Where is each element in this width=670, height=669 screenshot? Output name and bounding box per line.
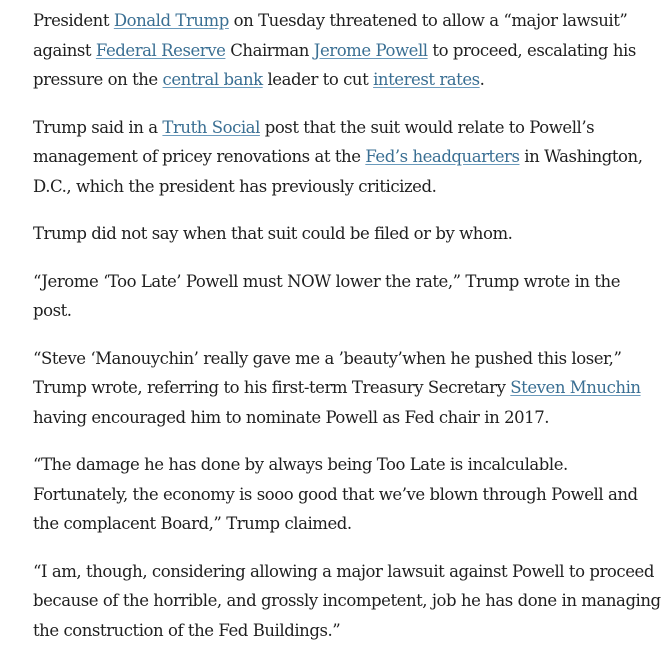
paragraph-text: in Washington, D.C., which the president has previously criticized. — [33, 147, 643, 196]
paragraph-text: on Tuesday threatened to allow a “major lawsuit” against — [33, 11, 628, 60]
article-paragraph — [33, 557, 663, 646]
inline-link[interactable]: Truth Social — [162, 117, 260, 137]
inline-link[interactable]: Donald Trump — [113, 11, 229, 30]
article-paragraph — [33, 450, 663, 539]
paragraph-text: “Steve ‘Manouychin’ really gave me a ’beauty’when he pushed this loser,” Trump wrote, referring to his first-term Treasury Secretary — [33, 348, 622, 397]
paragraph-text: “I am, though, considering allowing a major lawsuit against Powell to proceed because of the horrible, and grossly incompetent, job he has done in managing the construction of the Fed Buildings.” — [33, 561, 661, 640]
inline-link[interactable]: interest rates — [373, 70, 480, 89]
paragraph-text: Chairman — [225, 40, 314, 60]
inline-link[interactable]: Fed’s headquarters — [365, 147, 520, 166]
article-paragraph — [33, 267, 663, 326]
article-paragraph — [33, 6, 663, 95]
article-paragraph — [33, 344, 663, 433]
paragraph-text: “Jerome ‘Too Late’ Powell must NOW lower the rate,” Trump wrote in the post. — [33, 271, 621, 320]
paragraph-text: Trump did not say when that suit could be filed or by whom. — [33, 224, 513, 243]
paragraph-text: leader to cut — [262, 70, 374, 89]
paragraph-text: Trump said in a — [33, 117, 163, 137]
article-paragraph — [33, 113, 663, 202]
paragraph-text: “The damage he has done by always being Too Late is incalculable. Fortunately, the economy is sooo good that we’ve blown through Powell and the complacent Board,” Trump claimed. — [33, 455, 638, 533]
paragraph-text: post that the suit would relate to Powell’s management of pricey renovations at the — [33, 117, 595, 166]
article-paragraph — [33, 219, 663, 249]
inline-link[interactable]: central bank — [162, 70, 263, 89]
article-body — [33, 6, 663, 663]
inline-link[interactable]: Federal Reserve — [95, 40, 226, 60]
inline-link[interactable]: Steven Mnuchin — [510, 378, 641, 397]
paragraph-text: . — [479, 70, 485, 89]
inline-link[interactable]: Jerome Powell — [313, 40, 428, 60]
paragraph-text: having encouraged him to nominate Powell as Fed chair in 2017. — [33, 407, 550, 427]
paragraph-text: to proceed, escalating his pressure on the — [33, 40, 636, 89]
paragraph-text: President — [33, 11, 114, 30]
